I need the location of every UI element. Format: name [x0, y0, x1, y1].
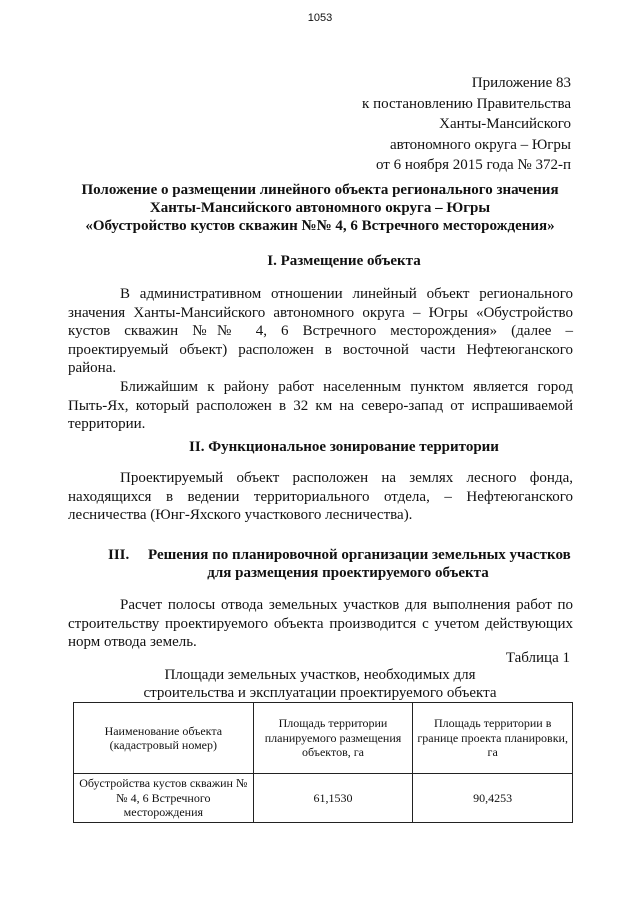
title-line: Ханты-Мансийского автономного округа – Югры — [149, 200, 491, 216]
appendix-line: к постановлению Правительства — [362, 95, 571, 112]
heading-line: Решения по планировочной организации земельных участков — [148, 547, 571, 563]
section-3-body — [68, 596, 573, 652]
table-row — [74, 774, 573, 823]
title-line: Положение о размещении линейного объекта регионального значения — [81, 182, 559, 198]
appendix-line: автономного округа – Югры — [389, 136, 571, 153]
paragraph: В административном отношении линейный объект регионального значения Ханты-Мансийского автономного округа – Югры «Обустройство кустов скважин №№ 4, 6 Встречного месторождения» (далее – проектируемый объект) расположен в восточной части Нефтеюганского района. — [68, 286, 573, 377]
appendix-line: Ханты-Мансийского — [439, 116, 571, 132]
table-header-cell: Наименование объекта (кадастровый номер) — [74, 703, 254, 774]
table-cell: 61,1530 — [253, 774, 413, 823]
table-label: Таблица 1 — [505, 650, 570, 666]
caption-line: Площади земельных участков, необходимых для — [164, 667, 476, 683]
title-line: «Обустройство кустов скважин №№ 4, 6 Встречного месторождения» — [85, 218, 555, 234]
appendix-line: Приложение 83 — [471, 75, 571, 91]
heading-line: для размещения проектируемого объекта — [207, 565, 489, 581]
appendix-line: от 6 ноября 2015 года № 372-п — [376, 157, 571, 173]
section-2-body — [68, 469, 573, 525]
appendix-block — [362, 73, 571, 176]
table-cell: Обустройства кустов скважин №№ 4, 6 Встречного месторождения — [74, 774, 254, 823]
table-header-cell: Площадь территории планируемого размещения объектов, га — [253, 703, 413, 774]
page-number: 1053 — [307, 12, 333, 24]
paragraph: Проектируемый объект расположен на землях лесного фонда, находящихся в ведении территориального отдела, – Нефтеюганского лесничества (Юнг-Яхского участкового лесничества). — [68, 470, 573, 524]
table-caption — [60, 667, 580, 702]
section-heading-1: I. Размещение объекта — [267, 253, 421, 269]
document-title — [60, 181, 580, 235]
paragraph: Расчет полосы отвода земельных участков для выполнения работ по строительству проектируемого объекта производится с учетом действующих норм отвода земель. — [68, 597, 573, 651]
table-header-row — [74, 703, 573, 774]
caption-line: строительства и эксплуатации проектируемого объекта — [143, 684, 497, 701]
area-table — [73, 702, 573, 823]
section-1-body — [68, 285, 573, 434]
section-heading-2: II. Функциональное зонирование территории — [189, 439, 499, 455]
table-header-cell: Площадь территории в границе проекта планировки, га — [413, 703, 573, 774]
table-cell: 90,4253 — [413, 774, 573, 823]
section-heading-3 — [108, 546, 588, 582]
paragraph: Ближайшим к району работ населенным пунктом является город Пыть-Ях, который расположен в 32 км на северо-запад от испрашиваемой территории. — [68, 378, 573, 433]
section-number: III. — [108, 547, 130, 563]
